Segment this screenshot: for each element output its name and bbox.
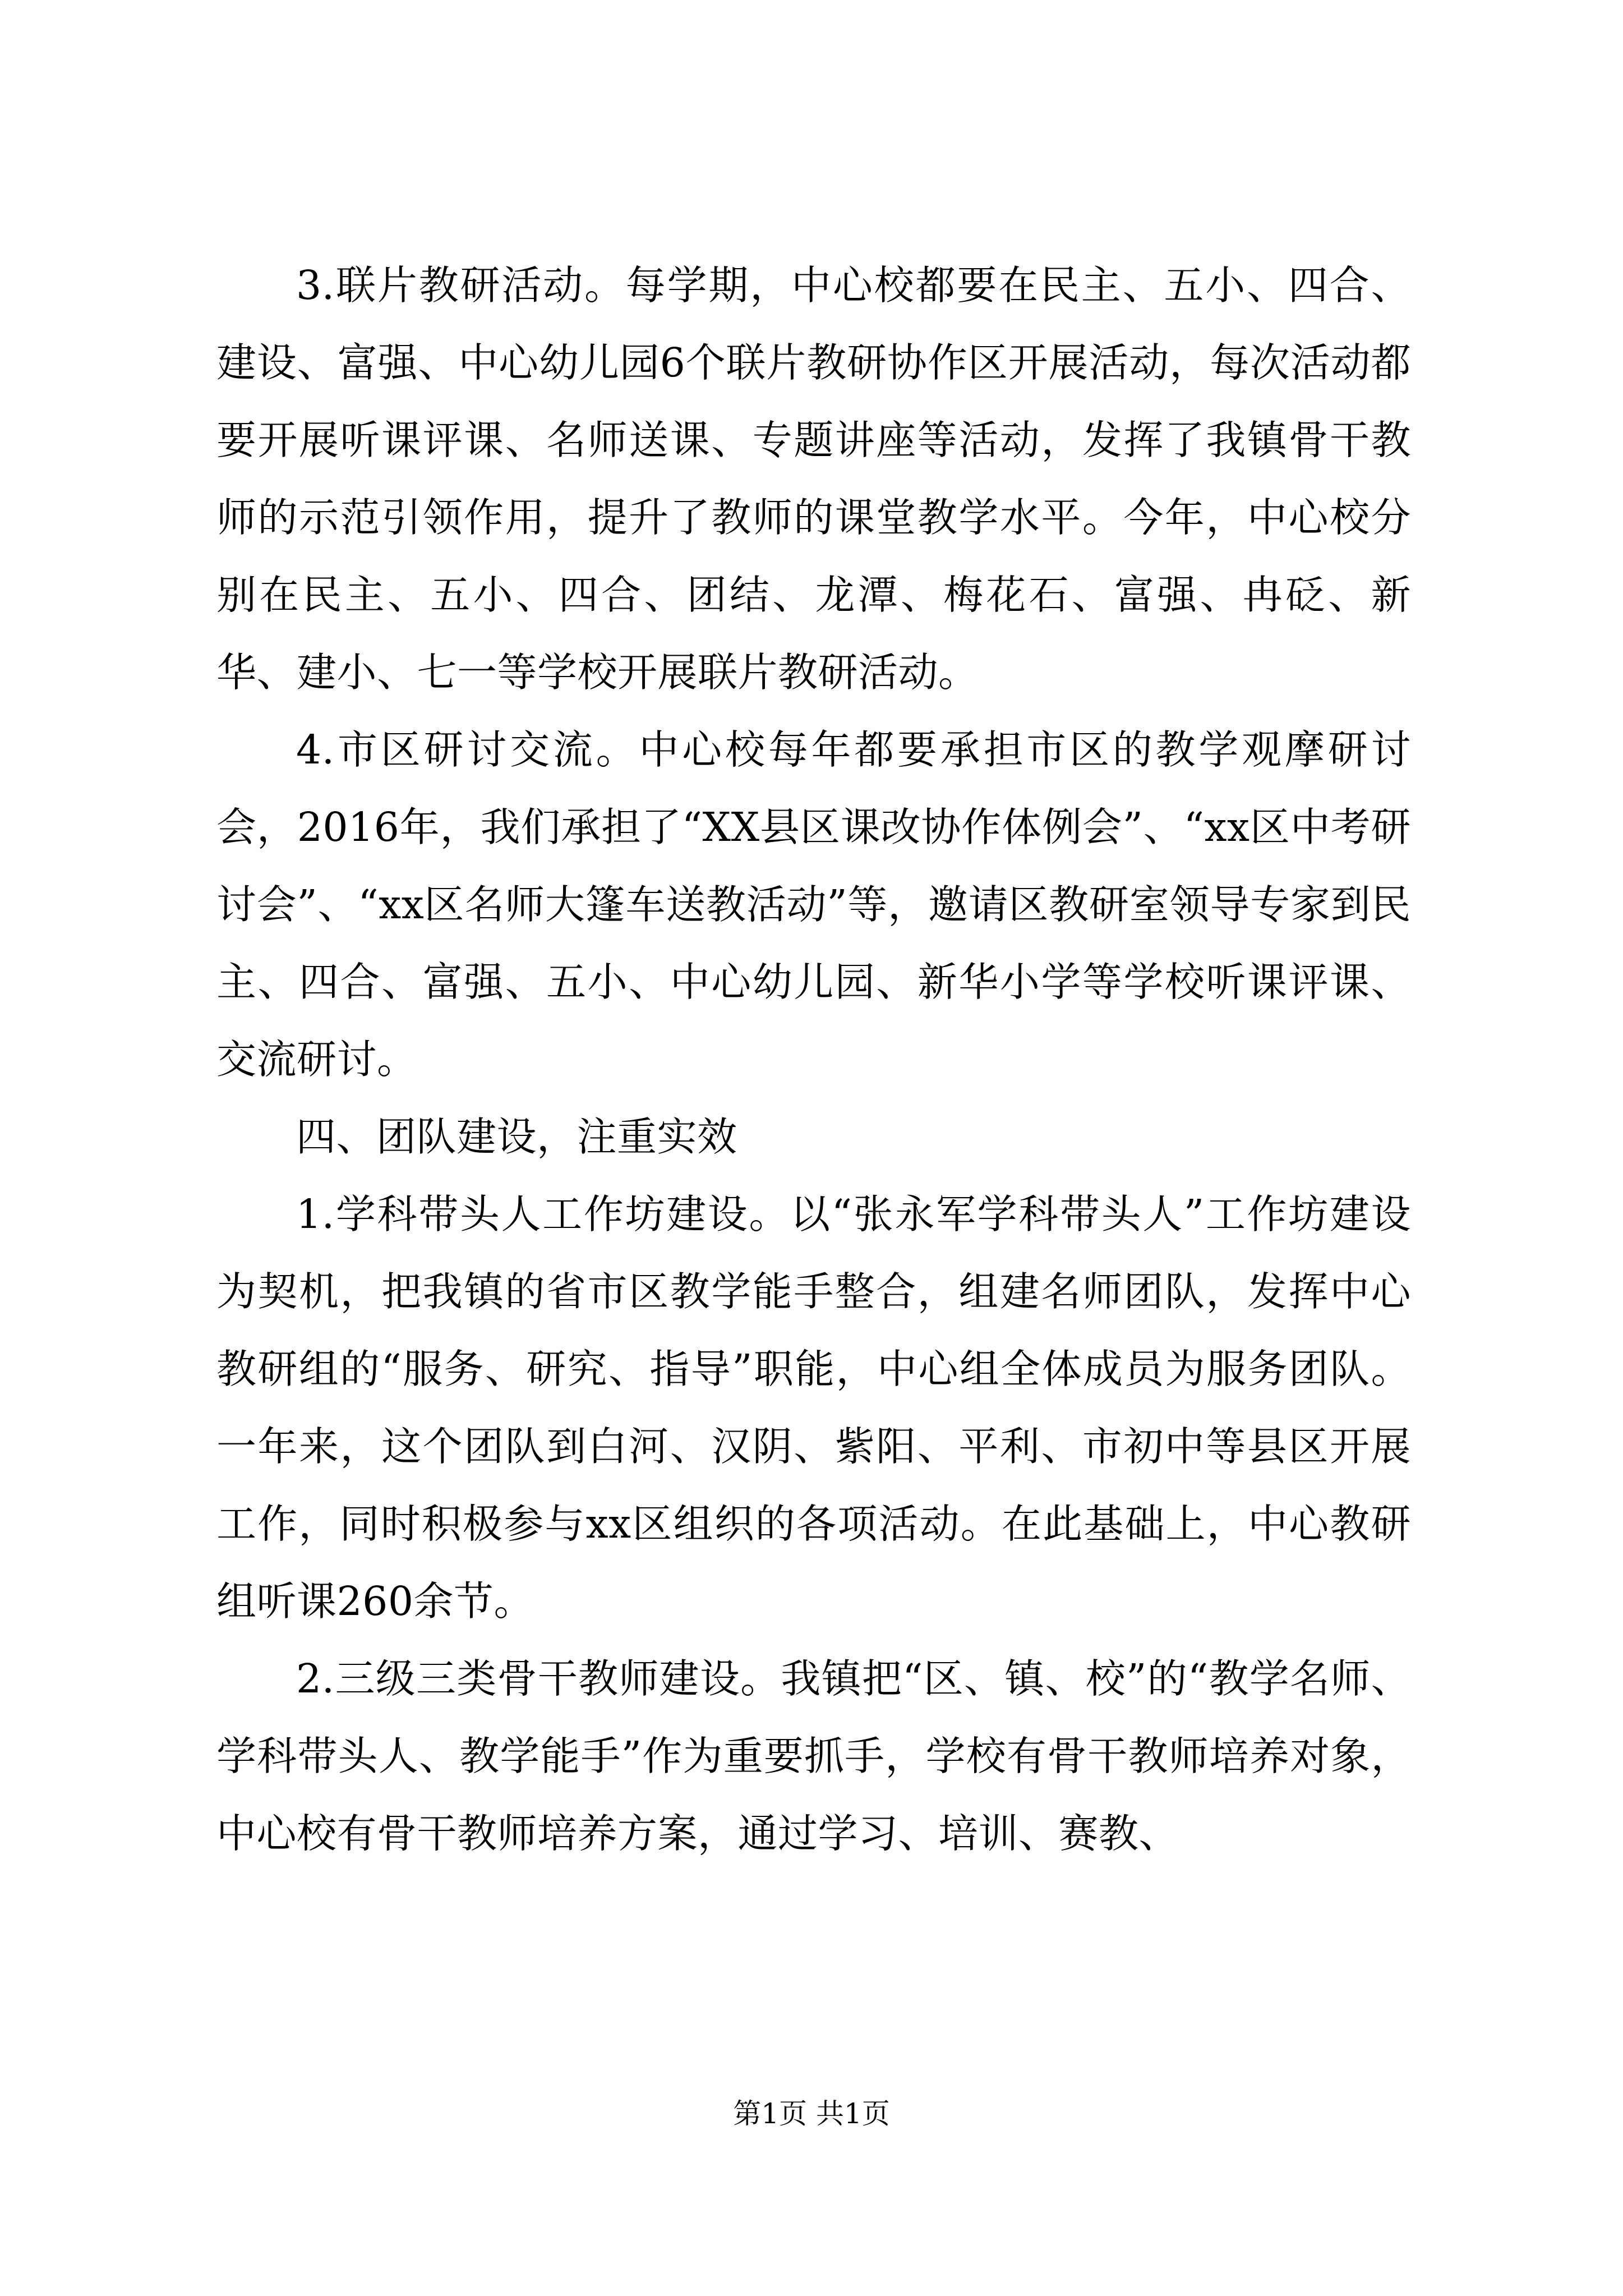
section-heading-team-building: 四、团队建设，注重实效	[296, 1114, 737, 1160]
paragraph-city-district-exchange: 4.市区研讨交流。中心校每年都要承担市区的教学观摩研讨会，2016年，我们承担了“XX县区课改协作体例会”、“xx区中考研讨会”、“xx区名师大篷车送教活动”等，邀请区教研室领导专家到民主、四合、富强、五小、中心幼儿园、新华小学等学校听课评课、交流研讨。	[216, 726, 1411, 1083]
page-footer: 第1页 共1页	[733, 2097, 890, 2130]
paragraph-backbone-teacher-building: 2.三级三类骨干教师建设。我镇把“区、镇、校”的“教学名师、学科带头人、教学能手”作为重要抓手，学校有骨干教师培养对象，中心校有骨干教师培养方案，通过学习、培训、赛教、	[216, 1655, 1411, 1857]
paragraph-joint-teaching-research: 3.联片教研活动。每学期，中心校都要在民主、五小、四合、建设、富强、中心幼儿园6个联片教研协作区开展活动，每次活动都要开展听课评课、名师送课、专题讲座等活动，发挥了我镇骨干教师的示范引领作用，提升了教师的课堂教学水平。今年，中心校分别在民主、五小、四合、团结、龙潭、梅花石、富强、冉砭、新华、建小、七一等学校开展联片教研活动。	[216, 262, 1411, 696]
document-body	[216, 247, 1411, 1872]
paragraph-subject-leader-workshop: 1.学科带头人工作坊建设。以“张永军学科带头人”工作坊建设为契机，把我镇的省市区教学能手整合，组建名师团队，发挥中心教研组的“服务、研究、指导”职能，中心组全体成员为服务团队。一年来，这个团队到白河、汉阴、紫阳、平利、市初中等县区开展工作，同时积极参与xx区组织的各项活动。在此基础上，中心教研组听课260余节。	[216, 1191, 1411, 1625]
